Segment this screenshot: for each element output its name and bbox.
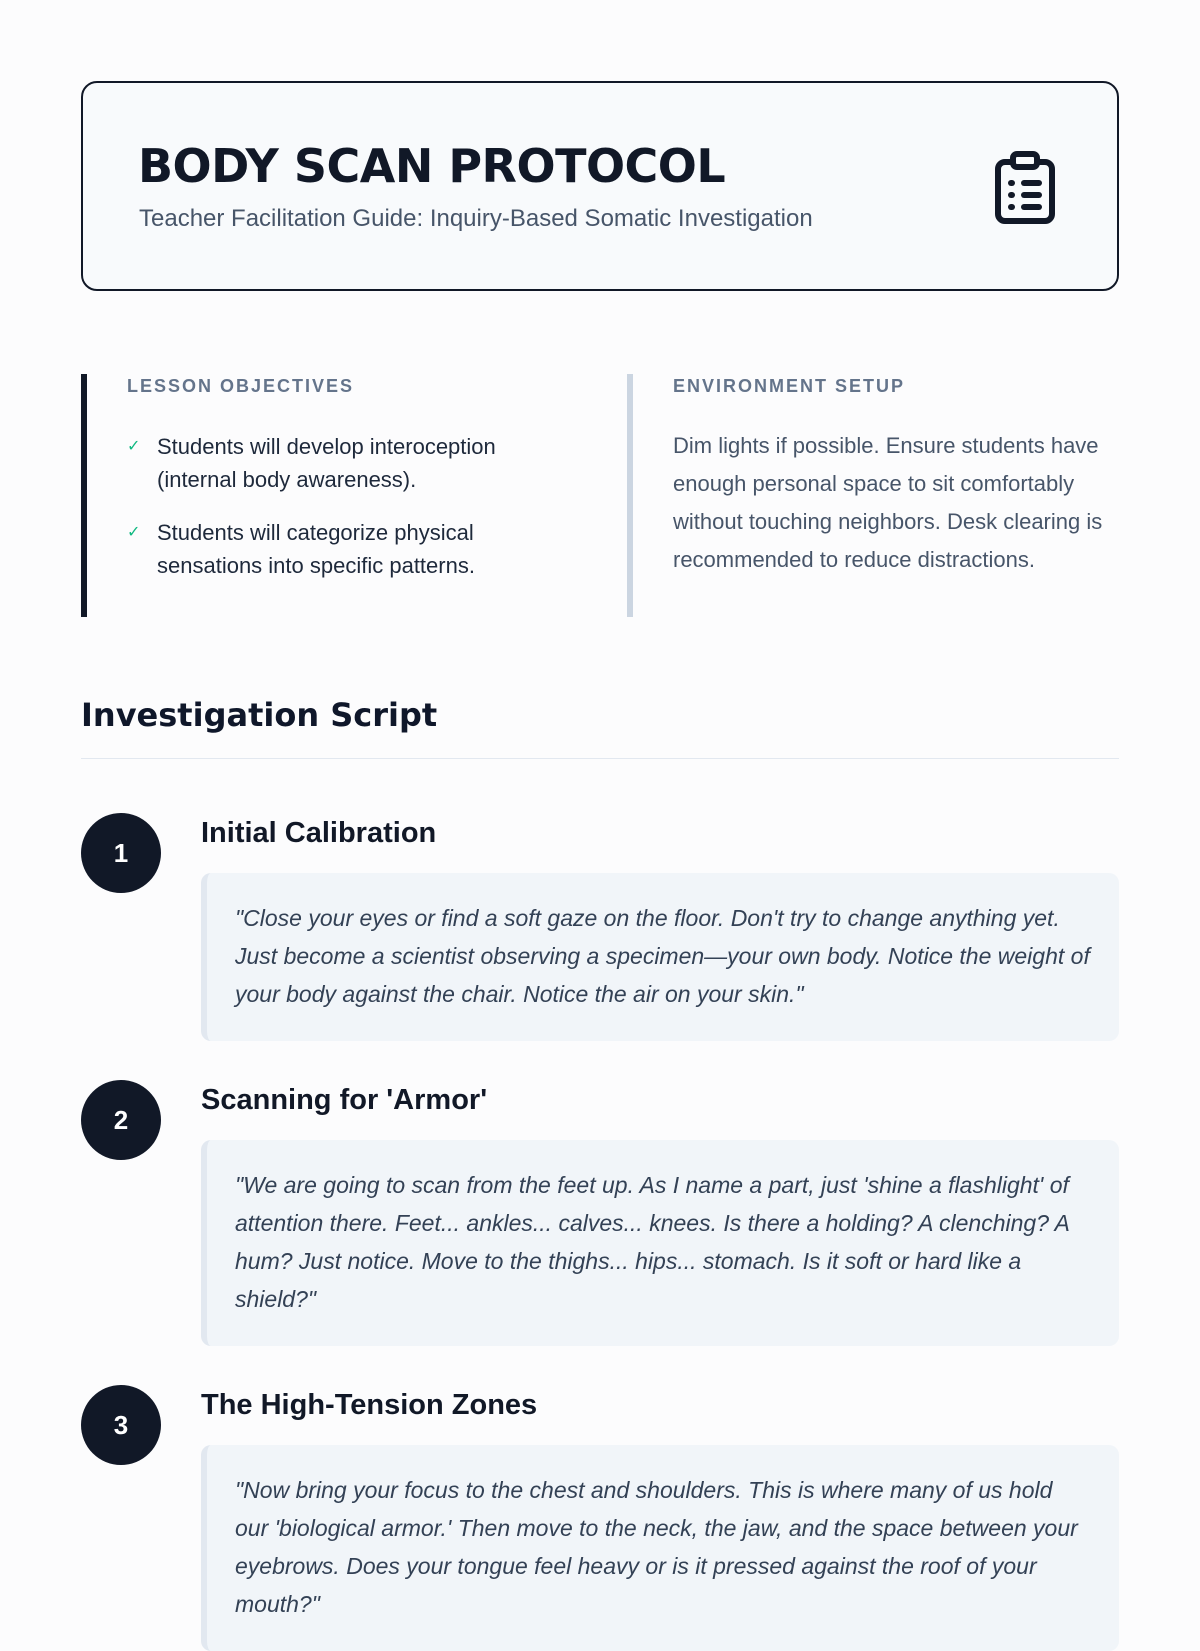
objective-item	[127, 516, 567, 582]
objective-text: Students will develop interoception (internal body awareness).	[157, 434, 496, 492]
environment-setup-panel	[627, 374, 1119, 617]
environment-setup-label: ENVIRONMENT SETUP	[673, 376, 906, 396]
step-number-badge: 3	[81, 1385, 161, 1465]
step-quote: "Close your eyes or find a soft gaze on the floor. Don't try to change anything yet. Just become a scientist observing a specimen—your own body. Notice the weight of your body against the chair. Notice the air on your skin."	[201, 873, 1119, 1041]
page-subtitle: Teacher Facilitation Guide: Inquiry-Based Somatic Investigation	[139, 205, 813, 232]
objective-text: Students will categorize physical sensations into specific patterns.	[157, 520, 475, 578]
lesson-objectives-panel	[81, 374, 561, 617]
step-number-badge: 1	[81, 813, 161, 893]
check-icon: ✓	[127, 438, 141, 455]
check-icon: ✓	[127, 524, 141, 541]
objective-item	[127, 430, 567, 496]
step-title: Initial Calibration	[201, 817, 437, 849]
page-title: BODY SCAN PROTOCOL	[138, 139, 726, 193]
environment-setup-text: Dim lights if possible. Ensure students have enough personal space to sit comfortably without touching neighbors. Desk clearing is recommended to reduce distractions.	[673, 433, 1103, 572]
step-title: The High-Tension Zones	[201, 1389, 538, 1421]
clipboard-list-icon	[994, 150, 1056, 225]
section-divider	[81, 758, 1119, 759]
step-quote: "Now bring your focus to the chest and shoulders. This is where many of us hold our 'biological armor.' Then move to the neck, the jaw, and the space between your eyebrows. Does your tongue feel heavy or is it pressed against the roof of your mouth?"	[201, 1445, 1119, 1651]
step-quote: "We are going to scan from the feet up. As I name a part, just 'shine a flashlight' of attention there. Feet... ankles... calves... knees. Is there a holding? A clenching? A hum? Just notice. Move to the thighs... hips... stomach. Is it soft or hard like a shield?"	[201, 1140, 1119, 1346]
step-number-badge: 2	[81, 1080, 161, 1160]
lesson-objectives-label: LESSON OBJECTIVES	[127, 376, 355, 396]
investigation-script-heading: Investigation Script	[81, 696, 438, 734]
objectives-list	[127, 430, 567, 602]
step-title: Scanning for 'Armor'	[201, 1084, 488, 1116]
header-card	[81, 81, 1119, 291]
